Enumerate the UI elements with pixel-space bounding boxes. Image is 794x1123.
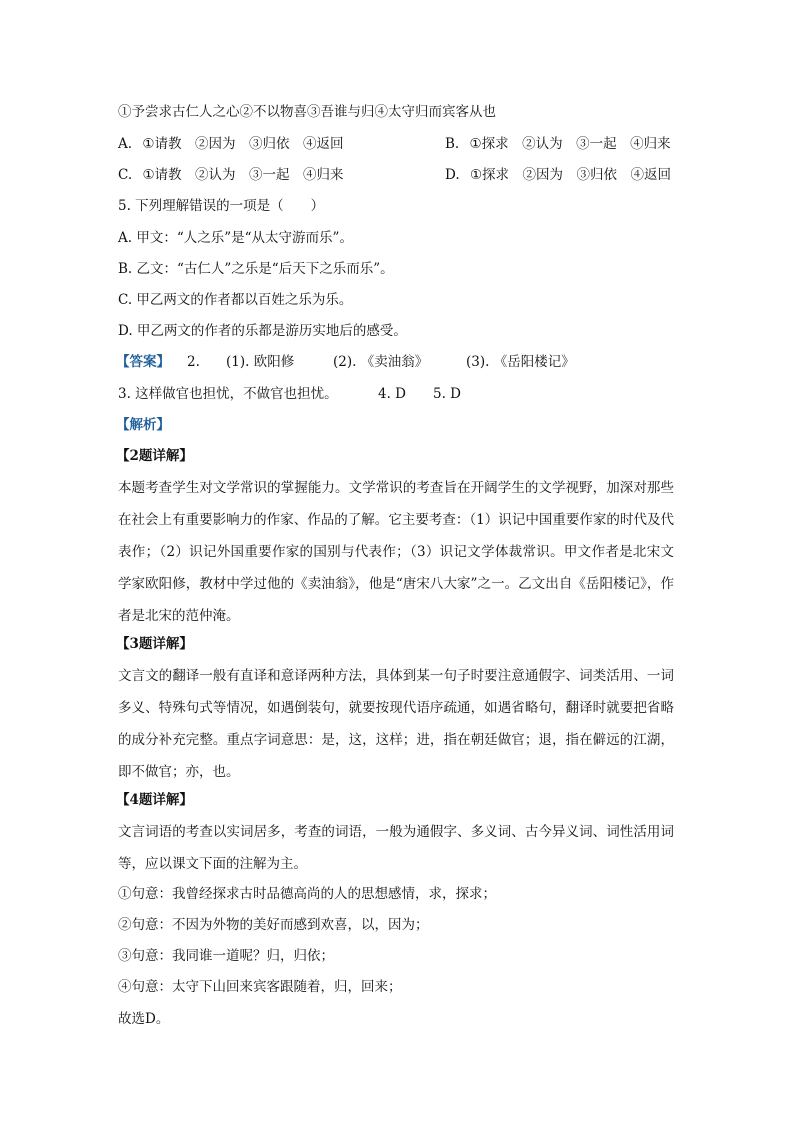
q4-option-c-label: C.	[118, 167, 133, 183]
q4-detail-item-2: ②句意：不因为外物的美好而感到欢喜，以，因为；	[118, 917, 429, 933]
answer-q3: 3. 这样做官也担忧，不做官也担忧。	[118, 386, 338, 402]
q4-detail-text: 文言词语的考查以实词居多，考查的词语，一般为通假字、多义词、古今异义词、词性活用词等，应以课文下面的注解为主。	[118, 824, 674, 872]
q4-option-a-label: A.	[118, 136, 133, 152]
q5-option-d: D. 甲乙两文的作者的乐都是游历实地后的感受。	[118, 323, 407, 339]
q2-detail-heading: 【2题详解】	[116, 448, 193, 464]
q4-option-a-text: ①请教 ②因为 ③归依 ④返回	[142, 136, 344, 152]
q4-option-b-label: B.	[445, 136, 460, 152]
q5-stem: 5. 下列理解错误的一项是（ ）	[118, 198, 325, 214]
answer-q2-3: (3). 《岳阳楼记》	[466, 354, 575, 370]
q3-detail-text: 文言文的翻译一般有直译和意译两种方法，具体到某一句子时要注意通假字、词类活用、一词多义、特殊句式等情况，如遇倒装句，就要按现代语序疏通，如遇省略句，翻译时就要把省略的成分补充完整。重点字词意思：是，这，这样；进，指在朝廷做官；退，指在僻远的江湖，即不做官；亦，也。	[118, 668, 674, 780]
q4-option-a	[118, 134, 343, 154]
analysis-label: 【解析】	[116, 417, 170, 433]
answer-q2: 2.	[187, 354, 200, 370]
q4-detail-item-1: ①句意：我曾经探求古时品德高尚的人的思想感情，求，探求；	[118, 886, 496, 902]
q4-detail-item-3: ③句意：我同谁一道呢？归，归依；	[118, 948, 334, 964]
q4-detail-conclusion: 故选D。	[118, 1011, 170, 1027]
q4-option-b	[445, 134, 671, 154]
q4-option-d	[445, 165, 671, 185]
q4-detail-item-4: ④句意：太守下山回来宾客跟随着，归，回来；	[118, 979, 402, 995]
q3-detail-heading: 【3题详解】	[116, 636, 193, 652]
q5-option-b: B. 乙文：“古仁人”之乐是“后天下之乐而乐”。	[118, 261, 394, 277]
answer-q2-2: (2). 《卖油翁》	[333, 354, 429, 370]
q4-detail-heading: 【4题详解】	[116, 792, 193, 808]
answer-q4: 4. D	[378, 386, 406, 402]
q4-option-d-text: ①探求 ②因为 ③归依 ④返回	[469, 167, 672, 183]
answer-label: 【答案】	[116, 354, 170, 370]
q4-option-b-text: ①探求 ②认为 ③一起 ④归来	[469, 136, 671, 152]
q4-option-c-text: ①请教 ②认为 ③一起 ④归来	[142, 167, 344, 183]
q5-option-c: C. 甲乙两文的作者都以百姓之乐为乐。	[118, 292, 353, 308]
q5-option-a: A. 甲文：“人之乐”是“从太守游而乐”。	[118, 230, 353, 246]
q2-detail-text: 本题考查学生对文学常识的掌握能力。文学常识的考查旨在开阔学生的文学视野，加深对那些在社会上有重要影响力的作家、作品的了解。它主要考查：（1）识记中国重要作家的时代及代表作；（2）识记外国重要作家的国别与代表作；（3）识记文学体裁常识。甲文作者是北宋文学家欧阳修，教材中学过他的《卖油翁》，他是“唐宋八大家”之一。乙文出自《岳阳楼记》，作者是北宋的范仲淹。	[118, 480, 674, 624]
q4-stem: ①予尝求古仁人之心②不以物喜③吾谁与归④太守归而宾客从也	[118, 104, 496, 120]
answer-q5: 5. D	[433, 386, 461, 402]
answer-q2-1: (1). 欧阳修	[226, 354, 295, 370]
q4-option-d-label: D.	[445, 167, 460, 183]
q4-option-c	[118, 165, 344, 185]
